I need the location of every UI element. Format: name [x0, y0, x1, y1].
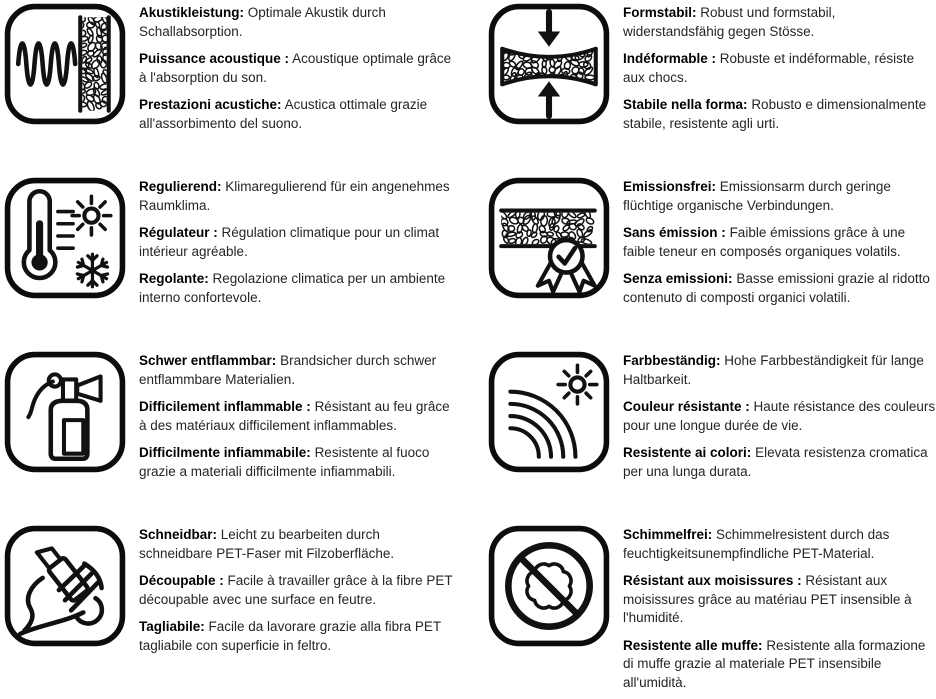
feature-texts [623, 351, 936, 525]
text-it: Stabile nella forma: Robusto e dimensionalmente stabile, resistente agli urti. [623, 97, 927, 131]
feature-card-flame-retardant [0, 351, 468, 525]
feature-texts [139, 351, 457, 525]
feature-texts [623, 177, 936, 351]
feature-texts [139, 3, 457, 177]
text-it: Resistente ai colori: Elevata resistenza cromatica per una lunga durata. [623, 445, 928, 479]
text-fr: Découpable : Facile à travailler grâce à la fibre PET découpable avec une surface en feutre. [139, 573, 453, 607]
text-fr: Résistant aux moisissures : Résistant aux moisissures grâce au matériau PET insensible à l'humidité. [623, 573, 912, 625]
text-de: Emissionsfrei: Emissionsarm durch geringe flüchtige organische Verbindungen. [623, 179, 891, 213]
text-fr: Sans émission : Faible émissions grâce à une faible teneur en composés organiques volatils. [623, 225, 906, 259]
text-fr: Couleur résistante : Haute résistance des couleurs pour une longue durée de vie. [623, 399, 936, 433]
text-de: Schwer entflammbar: Brandsicher durch schwer entflammbare Materialien. [139, 353, 437, 387]
feature-texts [623, 3, 936, 177]
text-fr: Indéformable : Robuste et indéformable, résiste aux chocs. [623, 51, 915, 85]
text-de: Schimmelfrei: Schimmelresistent durch das feuchtigkeitsunempfindliche PET-Material. [623, 527, 890, 561]
text-de: Schneidbar: Leicht zu bearbeiten durch schneidbare PET-Faser mit Filzoberfläche. [139, 527, 395, 561]
mold-resistant-icon [488, 525, 610, 647]
feature-card-shape-stable [468, 3, 936, 177]
text-it: Regolante: Regolazione climatica per un ambiente interno confortevole. [139, 271, 446, 305]
text-de: Farbbeständig: Hohe Farbbeständigkeit für lange Haltbarkeit. [623, 353, 924, 387]
fire-resistant-icon [4, 351, 126, 473]
text-fr: Régulateur : Régulation climatique pour un climat intérieur agréable. [139, 225, 440, 259]
text-it: Senza emissioni: Basse emissioni grazie al ridotto contenuto di composti organici volatili. [623, 271, 930, 305]
feature-card-regulating [0, 177, 468, 351]
text-fr: Difficilement inflammable : Résistant au feu grâce à des matériaux difficilement inflammables. [139, 399, 450, 433]
feature-texts [139, 525, 457, 699]
color-fast-icon [488, 351, 610, 473]
climate-regulation-icon [4, 177, 126, 299]
feature-card-acoustic [0, 3, 468, 177]
shape-stability-icon [488, 3, 610, 125]
text-it: Prestazioni acustiche: Acustica ottimale grazie all'assorbimento del suono. [139, 97, 428, 131]
text-de: Akustikleistung: Optimale Akustik durch Schallabsorption. [139, 5, 386, 39]
feature-texts [139, 177, 457, 351]
text-it: Resistente alle muffe: Resistente alla formazione di muffe grazie al materiale PET insensibile all'umidità. [623, 637, 926, 690]
text-fr: Puissance acoustique : Acoustique optimale grâce à l'absorption du son. [139, 51, 452, 85]
feature-card-color-fast [468, 351, 936, 525]
text-it: Tagliabile: Facile da lavorare grazie alla fibra PET tagliabile con superficie in feltro. [139, 619, 441, 653]
feature-card-emission-free [468, 177, 936, 351]
feature-texts [623, 525, 936, 699]
text-de: Regulierend: Klimaregulierend für ein angenehmes Raumklima. [139, 179, 450, 213]
sound-absorption-icon [4, 3, 126, 125]
low-emission-icon [488, 177, 610, 299]
text-it: Difficilmente infiammabile: Resistente al fuoco grazie a materiali difficilmente infiammabili. [139, 445, 430, 479]
feature-card-mold-free [468, 525, 936, 699]
cuttable-icon [4, 525, 126, 647]
feature-card-cuttable [0, 525, 468, 699]
text-de: Formstabil: Robust und formstabil, widerstandsfähig gegen Stösse. [623, 5, 836, 39]
